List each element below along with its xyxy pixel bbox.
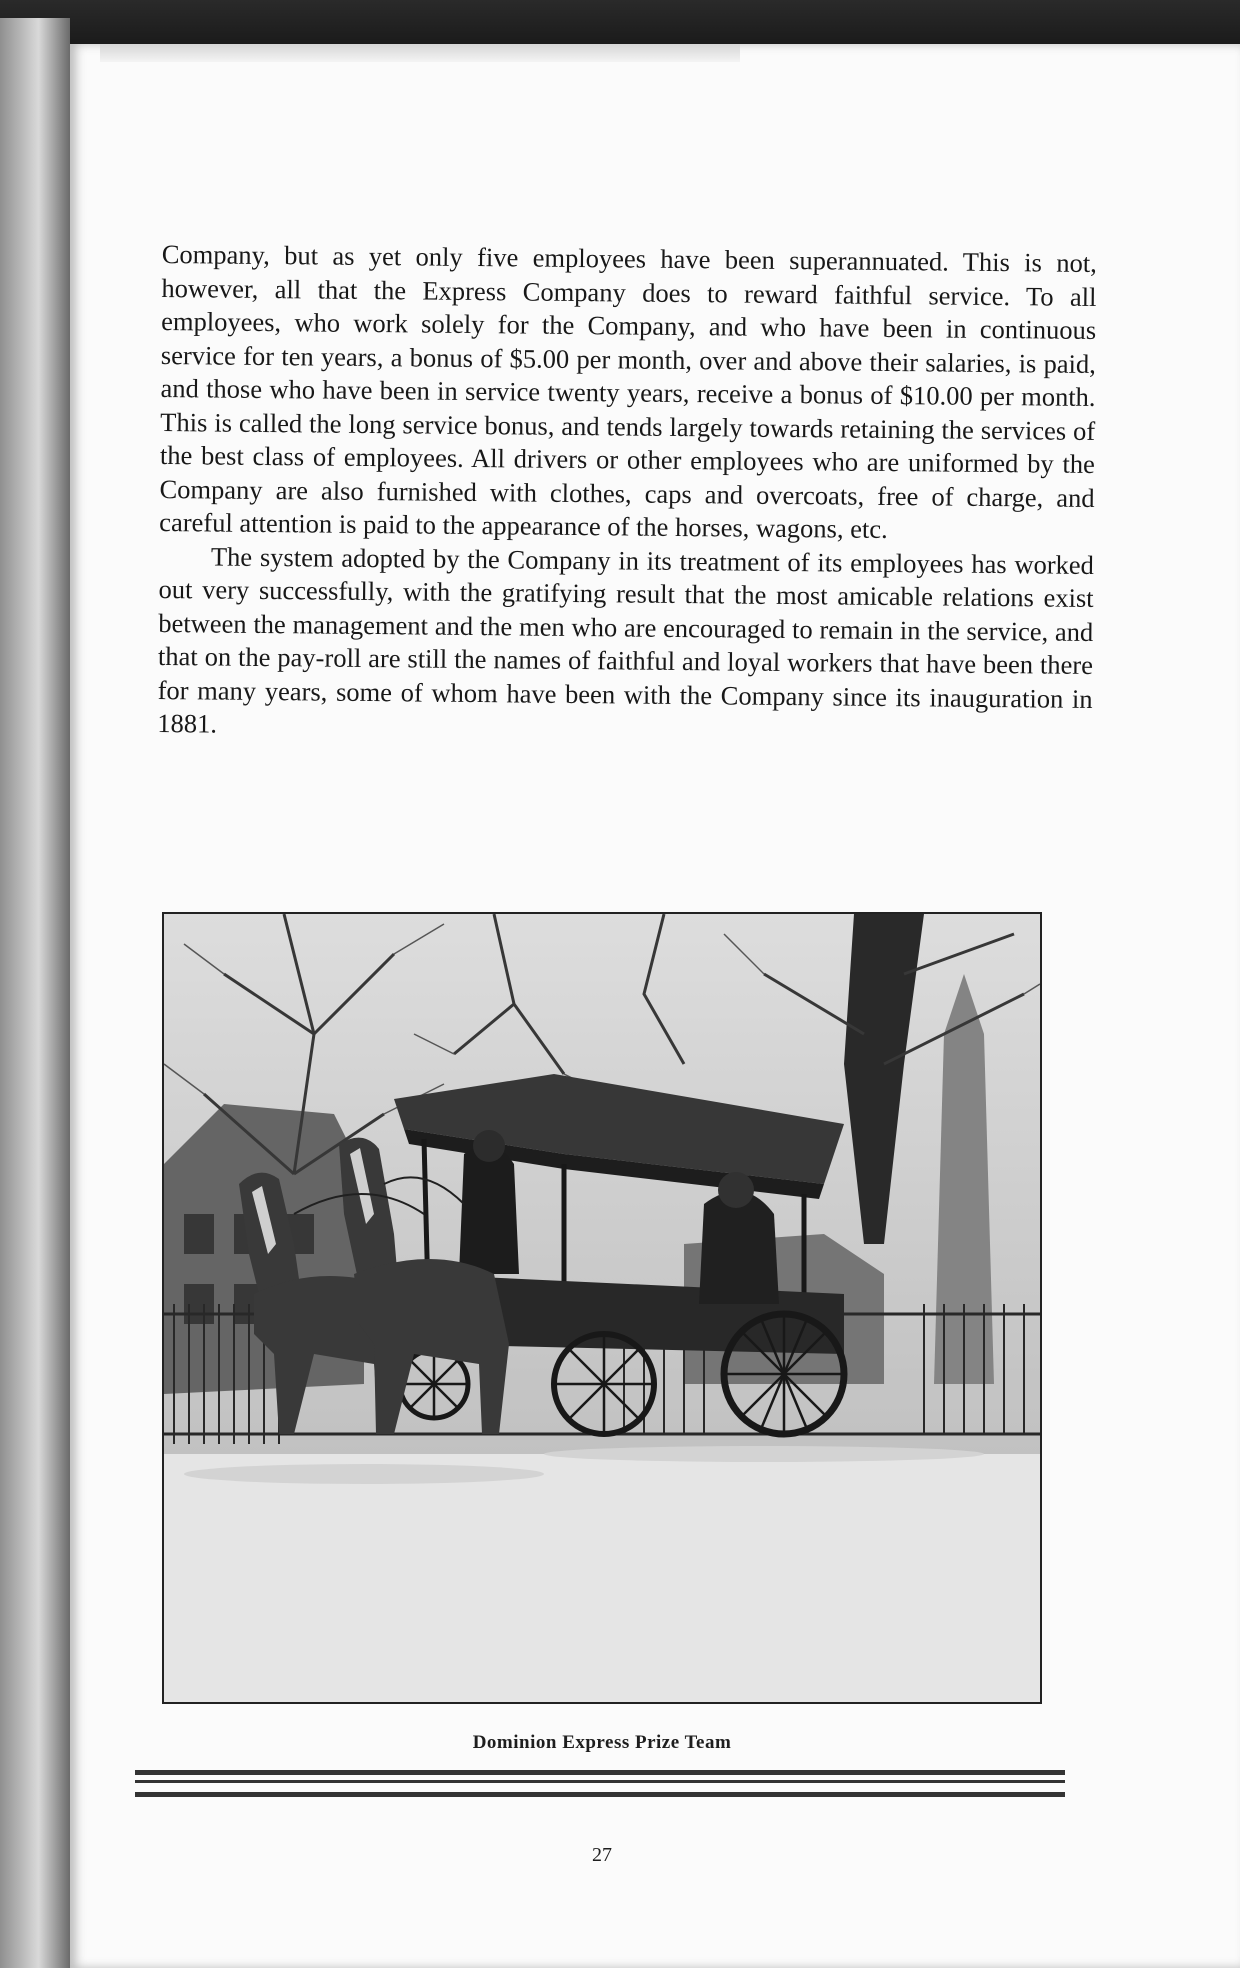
decorative-rule xyxy=(135,1792,1065,1797)
book-page xyxy=(70,44,1240,1968)
photo-illustration xyxy=(164,914,1040,1702)
photograph-horse-wagon xyxy=(162,912,1042,1704)
paragraph-1: Company, but as yet only five employees have been superannuated. This is not, however, all that the Express Company does to reward faithful service. To all employees, who work solely for the Company, and who have been in continuous service for ten years, a bonus of $5.00 per month, over and above their salaries, is paid, and those who have been in service twenty years, receive a bonus of $10.00 per month. This is called the long service bonus, and tends largely towards retaining the services of the best class of employees. All drivers or other employees who are uniformed by the Company are also furnished with clothes, caps and overcoats, free of charge, and careful attention is paid to the appearance of the horses, wagons, etc. xyxy=(159,238,1097,544)
facing-page-edge xyxy=(0,18,70,1968)
page-number: 27 xyxy=(592,1844,612,1866)
body-text xyxy=(157,238,1097,749)
figure-caption: Dominion Express Prize Team xyxy=(472,1732,732,1753)
decorative-rule xyxy=(135,1780,1065,1783)
paragraph-2: The system adopted by the Company in its treatment of its employees has worked out very successfully, with the gratifying result that the most amicable relations exist between the management and the men who are encouraged to remain in the service, and that on the pay-roll are still the names of faithful and loyal workers that have been there for many years, some of whom have been with the Company since its inauguration in 1881. xyxy=(157,540,1095,739)
decorative-rule xyxy=(135,1770,1065,1775)
